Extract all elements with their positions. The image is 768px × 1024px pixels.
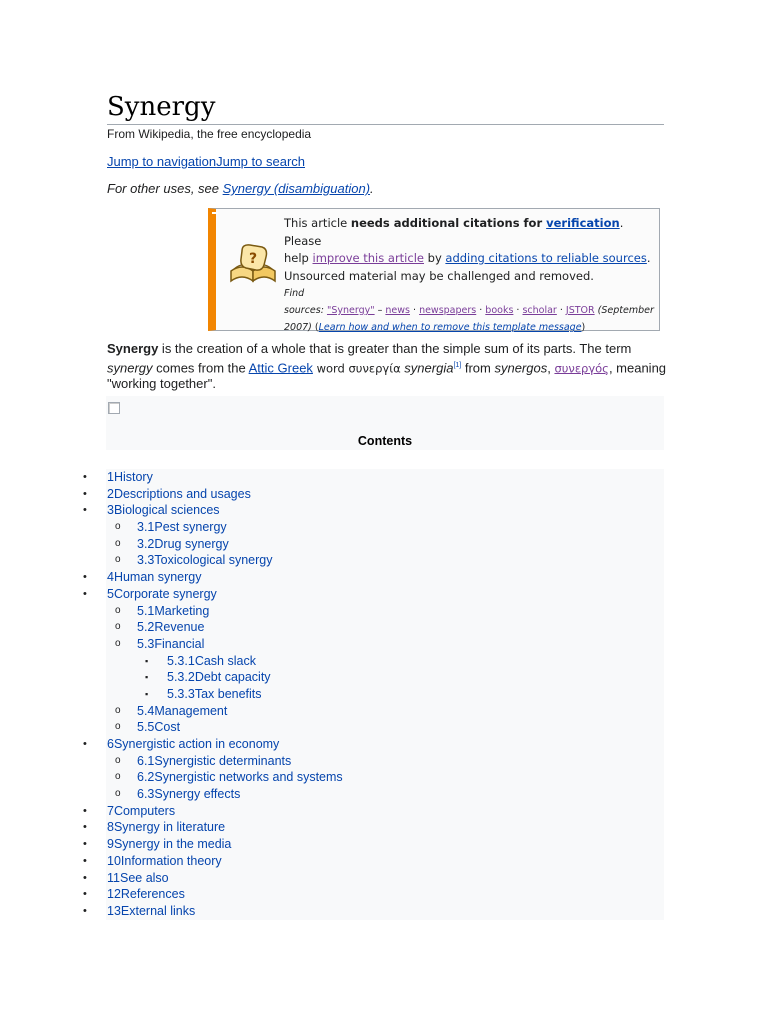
sources-sep: ·: [556, 305, 566, 316]
toc-bullet: •: [83, 471, 87, 483]
notice-text-2: . Please: [284, 216, 624, 248]
toc-text: Computers: [113, 803, 176, 818]
toc-text: Descriptions and usages: [113, 486, 251, 501]
toc-link[interactable]: [107, 586, 217, 603]
toc-number: 5.3.1: [167, 653, 195, 668]
toc-text: Synergistic determinants: [154, 753, 292, 768]
toc-number: 8: [107, 820, 114, 835]
lead-text-1: is the creation of a whole that is greater than the simple sum of its parts. The term: [158, 341, 632, 356]
toc-text: Biological sciences: [113, 503, 220, 518]
toc-number: 2: [107, 486, 114, 501]
toc-link[interactable]: [167, 653, 256, 670]
toc-text: Human synergy: [113, 570, 202, 585]
source-newspapers-link[interactable]: newspapers: [419, 305, 477, 316]
toc-link[interactable]: [107, 903, 195, 920]
lead-italic-1: synergy: [107, 359, 153, 375]
toc-text: Corporate synergy: [113, 586, 217, 601]
toc-item: [0, 603, 768, 620]
toc-number: 5.3.2: [167, 670, 195, 685]
site-tagline: From Wikipedia, the free encyclopedia: [107, 127, 312, 141]
toc-item: [0, 719, 768, 736]
learn-remove-template-link[interactable]: Learn how and when to remove this template message: [318, 322, 582, 333]
sources-dash: –: [374, 305, 386, 316]
sources-sep: ·: [410, 305, 420, 316]
toc-number: 10: [107, 853, 121, 868]
lead-italic-2: synergia: [404, 359, 454, 375]
source-query-link[interactable]: "Synergy": [326, 305, 375, 316]
toc-text: Revenue: [154, 620, 205, 635]
toc-item: [0, 536, 768, 553]
toc-bullet: •: [83, 587, 87, 600]
toc-text: Cash slack: [194, 653, 256, 668]
toc-text: Pest synergy: [154, 520, 227, 535]
toc-text: Marketing: [154, 603, 210, 618]
toc-text: Financial: [154, 636, 205, 651]
lead-paragraph: [107, 341, 667, 393]
toc-link[interactable]: [107, 486, 251, 503]
toc-link[interactable]: [107, 870, 169, 887]
toc-item-background: [106, 719, 664, 736]
toc-bullet: •: [83, 571, 87, 584]
toc-link[interactable]: [137, 786, 240, 803]
source-jstor-link[interactable]: JSTOR: [565, 305, 595, 316]
toc-text: Drug synergy: [154, 536, 229, 551]
toc-number: 5: [107, 586, 114, 601]
toc-bullet: o: [115, 537, 121, 549]
notice-text-4: by: [423, 251, 446, 265]
jump-links: [107, 154, 305, 169]
toc-link[interactable]: [107, 803, 175, 820]
toc-item-background: [106, 870, 664, 887]
toc-link[interactable]: [137, 636, 204, 653]
toc-link[interactable]: [167, 669, 271, 686]
toc-bullet: •: [83, 804, 87, 817]
toc-item: [0, 586, 768, 603]
toc-link[interactable]: [167, 686, 262, 703]
toc-item: [0, 669, 768, 686]
notice-date: (September: [594, 305, 654, 316]
hatnote: [107, 181, 374, 196]
toc-item: [0, 636, 768, 653]
jump-to-search-link[interactable]: Jump to search: [216, 154, 305, 169]
toc-bullet: •: [83, 888, 87, 901]
jump-to-navigation-link[interactable]: Jump to navigation: [107, 154, 217, 169]
notice-text-6: Unsourced material may be challenged and removed.: [284, 268, 594, 283]
verification-link[interactable]: verification: [546, 216, 620, 230]
learn-close-paren: ): [581, 322, 586, 333]
toc-link[interactable]: [137, 552, 273, 569]
toc-link[interactable]: [107, 502, 220, 519]
toc-number: 12: [107, 887, 121, 902]
svg-text:?: ?: [248, 251, 258, 267]
toc-bullet: o: [115, 554, 121, 566]
book-question-icon: [228, 241, 278, 285]
toc-bullet: o: [115, 788, 121, 800]
toc-bullet: o: [115, 771, 121, 783]
toc-item: [0, 803, 768, 820]
improve-article-link[interactable]: improve this article: [312, 251, 424, 265]
toc-number: 6.3: [137, 787, 155, 802]
notice-text-bold: needs additional citations for: [350, 216, 547, 230]
source-news-link[interactable]: news: [385, 305, 410, 316]
toc-bullet: •: [83, 504, 87, 517]
toc-bullet: •: [83, 738, 87, 750]
toc-number: 3: [107, 503, 114, 518]
toc-link[interactable]: [107, 819, 225, 836]
toc-link[interactable]: [107, 836, 231, 853]
toc-bullet: o: [115, 721, 121, 733]
notice-text-3: help: [284, 251, 313, 265]
toc-bullet: ▪: [145, 672, 149, 683]
find-label: Find: [284, 288, 305, 299]
toc-bullet: •: [83, 821, 87, 834]
toc-item: [0, 753, 768, 770]
toc-bullet: •: [83, 854, 87, 867]
toc-bullet: o: [115, 754, 121, 766]
disambiguation-link[interactable]: Synergy (disambiguation): [222, 181, 371, 196]
lead-text-5: ,: [547, 359, 555, 375]
toc-item: [0, 836, 768, 853]
toc-item: [0, 552, 768, 569]
toc-text: External links: [120, 903, 196, 918]
source-books-link[interactable]: books: [485, 305, 514, 316]
toc-text: Management: [154, 703, 228, 718]
toc-item: [0, 519, 768, 536]
toc-number: 6: [107, 737, 114, 751]
toc-item: [0, 569, 768, 586]
attic-greek-link[interactable]: Attic Greek: [248, 359, 313, 375]
toc-bullet: o: [115, 704, 121, 716]
toc-link[interactable]: [137, 619, 204, 636]
toc-number: 3.3: [137, 553, 155, 568]
notice-text-1: This article: [284, 216, 351, 230]
toc-number: 9: [107, 837, 114, 852]
toc-number: 5.3.3: [167, 686, 195, 701]
toc-list: [0, 469, 768, 920]
toc-number: 1: [107, 470, 114, 484]
toc-text: Tax benefits: [194, 686, 262, 701]
toc-link[interactable]: [107, 469, 153, 486]
toc-number: 5.5: [137, 720, 155, 735]
toc-number: 5.1: [137, 603, 155, 618]
toc-bullet: o: [115, 604, 121, 616]
lead-text-3: word: [312, 360, 349, 375]
toc-link[interactable]: [137, 719, 180, 736]
toc-bullet: •: [83, 838, 87, 851]
toc-item: [0, 819, 768, 836]
toc-bullet: •: [83, 487, 87, 500]
toc-bullet: o: [115, 521, 121, 533]
notice-text: [284, 215, 656, 336]
toc-item: [0, 769, 768, 786]
toc-link[interactable]: [137, 519, 227, 536]
toc-item: [0, 686, 768, 703]
toc-text: Synergy in literature: [113, 820, 226, 835]
toc-link[interactable]: [137, 769, 343, 786]
toc-link[interactable]: [137, 703, 227, 720]
toc-text: History: [113, 470, 153, 484]
toc-header: [106, 396, 664, 450]
citation-needed-notice: [208, 208, 660, 331]
toc-bullet: ▪: [145, 688, 149, 699]
toc-number: 6.2: [137, 770, 155, 785]
toc-item: [0, 486, 768, 503]
toc-number: 5.3: [137, 636, 155, 651]
hatnote-period: .: [370, 181, 374, 196]
notice-notch: [212, 212, 218, 214]
toc-item-background: [106, 803, 664, 820]
toc-link[interactable]: [107, 853, 222, 870]
notice-date-2: 2007): [284, 322, 312, 333]
toc-item: [0, 903, 768, 920]
toc-item-background: [106, 886, 664, 903]
toc-link[interactable]: [137, 536, 229, 553]
toc-item: [0, 469, 768, 486]
toc-text: Information theory: [120, 853, 222, 868]
sources-sep: ·: [476, 305, 486, 316]
sources-label: sources:: [284, 305, 324, 316]
lead-bold-term: Synergy: [107, 341, 159, 356]
toc-link[interactable]: [107, 886, 185, 903]
greek-word-2-link[interactable]: συνεργός: [554, 360, 609, 375]
toc-link[interactable]: [137, 753, 291, 770]
toc-text: Synergistic action in economy: [113, 737, 280, 751]
lead-text-6: , meaning "working together".: [107, 359, 667, 392]
toc-item-background: [106, 469, 664, 486]
toc-item: [0, 736, 768, 753]
toc-text: Cost: [154, 720, 181, 735]
toc-item: [0, 703, 768, 720]
toc-number: 7: [107, 803, 114, 818]
toc-title: Contents: [357, 434, 413, 448]
toc-text: References: [120, 887, 185, 902]
toc-number: 11: [107, 870, 120, 885]
title-divider: [107, 124, 664, 125]
hatnote-text: For other uses, see: [107, 181, 223, 196]
toc-number: 3.2: [137, 536, 155, 551]
toc-bullet: ▪: [145, 655, 149, 666]
toc-text: Toxicological synergy: [154, 553, 273, 568]
toc-bullet: •: [83, 904, 87, 917]
toc-item: [0, 653, 768, 670]
toc-text: Debt capacity: [194, 670, 271, 685]
lead-italic-3: synergos: [494, 359, 548, 375]
page-title: Synergy: [107, 92, 216, 122]
toc-item: [0, 853, 768, 870]
lead-text-2: comes from the: [152, 359, 249, 375]
toc-number: 5.2: [137, 620, 155, 635]
toc-bullet: o: [115, 621, 121, 633]
toc-bullet: •: [83, 871, 87, 884]
source-scholar-link[interactable]: scholar: [522, 305, 557, 316]
toc-text: Synergistic networks and systems: [154, 770, 343, 785]
greek-word-1: συνεργία: [348, 360, 401, 375]
toc-item: [0, 502, 768, 519]
toc-link[interactable]: [137, 603, 209, 620]
toc-item: [0, 619, 768, 636]
toc-number: 5.4: [137, 703, 155, 718]
sources-sep: ·: [513, 305, 523, 316]
toc-text: Synergy in the media: [113, 837, 232, 852]
toc-text: See also: [119, 870, 169, 885]
lead-text-4: from: [461, 359, 495, 375]
toc-number: 13: [107, 903, 121, 918]
toc-bullet: o: [115, 637, 121, 649]
toc-number: 3.1: [137, 520, 155, 535]
toc-item: [0, 870, 768, 887]
reference-1-link[interactable]: [1]: [453, 361, 462, 369]
notice-text-5: .: [646, 251, 651, 265]
toc-link[interactable]: [107, 736, 279, 753]
adding-citations-link[interactable]: adding citations to reliable sources: [445, 251, 647, 265]
toc-item: [0, 786, 768, 803]
toc-item: [0, 886, 768, 903]
toc-link[interactable]: [107, 569, 202, 586]
toc-number: 6.1: [137, 753, 155, 768]
learn-open-paren: (: [311, 322, 319, 333]
toc-text: Synergy effects: [154, 787, 241, 802]
toc-number: 4: [107, 570, 114, 585]
checkbox-icon[interactable]: [108, 402, 120, 414]
